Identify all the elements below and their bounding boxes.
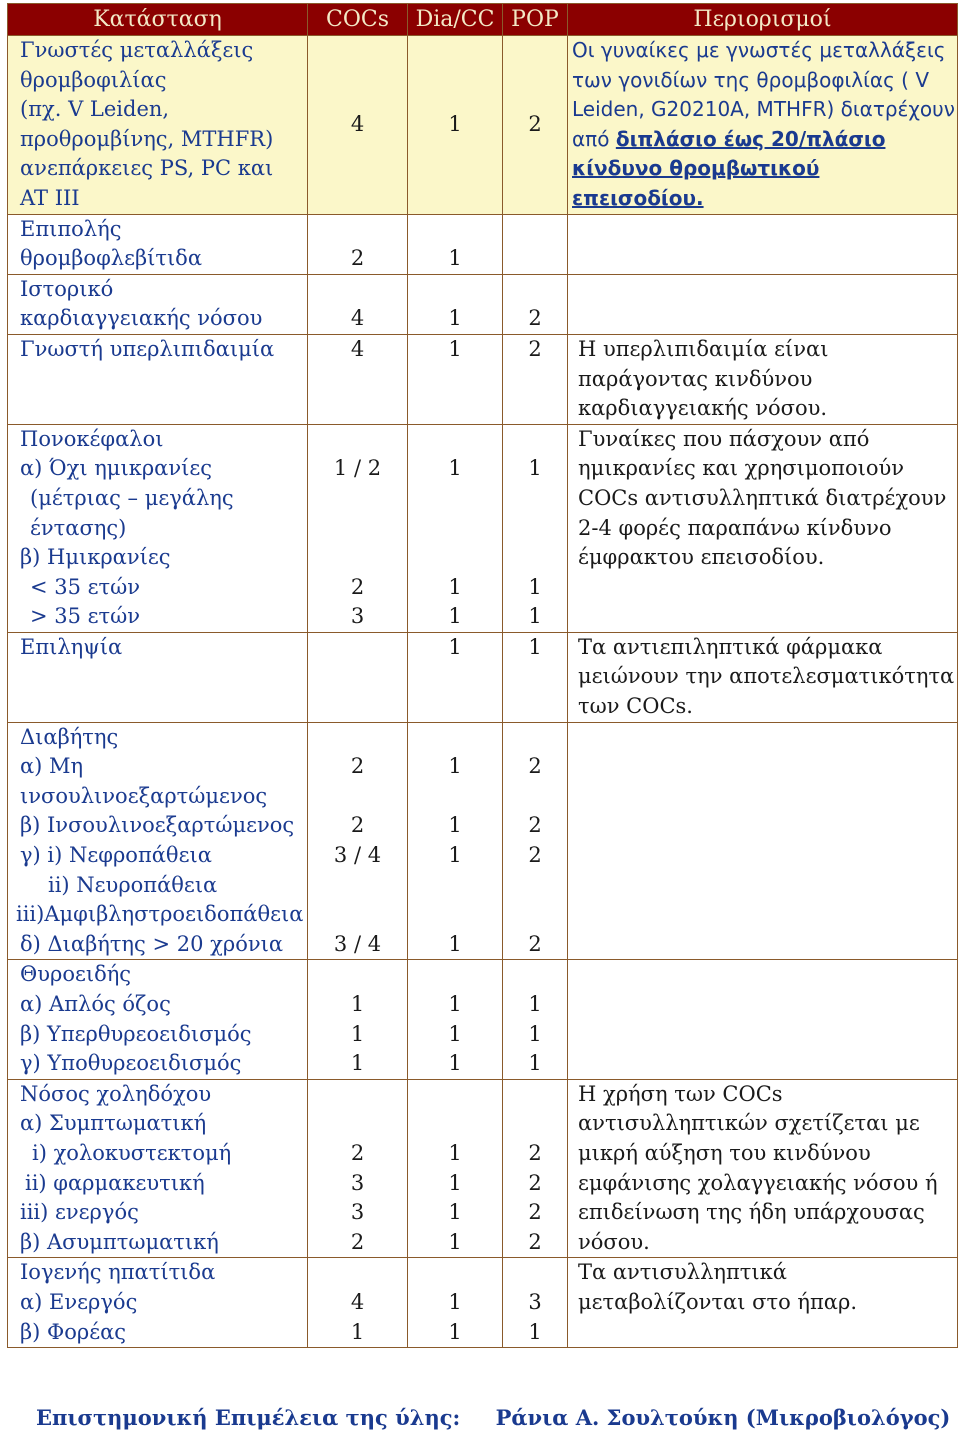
row-label — [8, 960, 308, 1079]
dia-value: 1 — [448, 843, 462, 868]
row-label-title: Πονοκέφαλοι — [20, 426, 164, 451]
dia-value: 1 — [448, 992, 462, 1016]
table-row-headache — [8, 424, 958, 632]
row-label-line: θρομβοφιλίας — [20, 67, 167, 92]
row-label-line: ανεπάρκειες PS, PC και — [20, 156, 274, 181]
restriction-note: Γυναίκες που πάσχουν από ημικρανίες και χρησιμοποιούν COCs αντισυλληπτικά διατρέχουν 2-4 φορές παραπάνω κίνδυνο έμφρακτου επεισοδίου. — [568, 424, 958, 632]
restriction-note: Η υπερλιπιδαιμία είναι παράγοντας κινδύνου καρδιαγγειακής νόσου. — [568, 334, 958, 424]
table-row-hepatitis — [8, 1258, 958, 1348]
pop-value: 1 — [528, 574, 542, 599]
pop-value: 2 — [528, 931, 542, 956]
pop-value: 1 — [528, 1021, 542, 1046]
pop-values — [503, 960, 568, 1079]
dia-value: 1 — [448, 1229, 462, 1254]
row-label — [8, 722, 308, 960]
row-label-line: ii) Νευροπάθεια — [48, 872, 218, 897]
restriction-note — [568, 36, 958, 215]
table-row-diabetes — [8, 722, 958, 960]
restriction-note: Τα αντιεπιληπτικά φάρμακα μειώνουν την αποτελεσματικότητα των COCs. — [568, 632, 958, 722]
pop-value: 1 — [528, 992, 542, 1016]
dia-value: 1 — [448, 754, 462, 779]
cocs-value: 1 — [350, 1051, 365, 1076]
restriction-note — [568, 274, 958, 334]
row-label — [8, 334, 308, 424]
restriction-note — [568, 214, 958, 274]
row-label-title: Διαβήτης — [20, 724, 119, 749]
pop-value: 2 — [528, 813, 542, 838]
cocs-values — [308, 722, 408, 960]
row-label-line: α) Απλός όζος — [20, 992, 171, 1016]
dia-value: 1 — [408, 632, 503, 722]
pop-values — [503, 722, 568, 960]
dia-value: 1 — [408, 334, 503, 424]
row-label-line: < 35 ετών — [30, 574, 141, 599]
dia-value: 1 — [448, 1319, 462, 1344]
footer-credit — [36, 1405, 950, 1430]
restriction-note: Τα αντισυλληπτικά μεταβολίζονται στο ήπαρ. — [568, 1258, 958, 1348]
dia-value: 1 — [408, 214, 503, 274]
row-label — [8, 632, 308, 722]
row-label-line: α) Μη — [20, 754, 84, 779]
row-label-line: ινσουλινοεξαρτώμενος — [20, 783, 268, 808]
pop-value: 2 — [528, 1229, 542, 1254]
cocs-values — [308, 1258, 408, 1348]
row-label-line: AT III — [20, 185, 80, 210]
table-row-cardio-history — [8, 274, 958, 334]
pop-value: 1 — [528, 456, 542, 481]
cocs-value: 2 — [350, 1229, 365, 1254]
dia-value: 1 — [448, 456, 462, 481]
dia-value: 1 — [448, 931, 462, 956]
dia-value: 1 — [448, 1170, 462, 1195]
dia-value: 1 — [448, 813, 462, 838]
row-label-line: Επιληψία — [20, 634, 123, 659]
row-label-line: Γνωστή υπερλιπιδαιμία — [20, 336, 275, 361]
table-row-thyroid — [8, 960, 958, 1079]
dia-value: 1 — [448, 1200, 462, 1225]
row-label-line: iii) ενεργός — [20, 1200, 139, 1225]
cocs-value: 2 — [350, 813, 365, 838]
contraception-table — [7, 3, 958, 1348]
cocs-value: 4 — [308, 334, 408, 424]
table-row-epilepsy — [8, 632, 958, 722]
table-row-thrombophilia — [8, 36, 958, 215]
row-label-line: έντασης) — [30, 515, 127, 540]
row-label-line: α) Συμπτωματική — [20, 1111, 207, 1136]
table-row-gallbladder — [8, 1079, 958, 1258]
restriction-note — [568, 722, 958, 960]
header-pop: POP — [503, 4, 568, 36]
cocs-value: 4 — [308, 36, 408, 215]
note-text: Οι γυναίκες με γνωστές μεταλλάξεις των γονιδίων της θρομβοφιλίας ( V Leiden, G20210A, MTHFR) διατρέχουν από — [572, 38, 955, 151]
table-header-row — [8, 4, 958, 36]
row-label-title: Ιογενής ηπατίτιδα — [20, 1260, 216, 1285]
pop-value: 1 — [528, 1319, 542, 1344]
row-label-line: (πχ. V Leiden, — [20, 97, 170, 122]
row-label — [8, 1079, 308, 1258]
dia-values — [408, 960, 503, 1079]
dia-values — [408, 722, 503, 960]
dia-value: 1 — [448, 604, 462, 629]
row-label-line: γ) i) Νεφροπάθεια — [20, 843, 212, 868]
dia-value: 1 — [448, 1140, 462, 1165]
row-label-line: β) Ασυμπτωματική — [20, 1229, 219, 1254]
row-label — [8, 424, 308, 632]
footer-label: Επιστημονική Επιμέλεια της ύλης: — [36, 1405, 461, 1430]
dia-value: 1 — [448, 1289, 462, 1314]
cocs-values — [308, 424, 408, 632]
dia-value: 1 — [448, 1051, 462, 1076]
table-row-hyperlipidemia — [8, 334, 958, 424]
header-status: Κατάσταση — [8, 4, 308, 36]
row-label-line: β) Υπερθυρεοειδισμός — [20, 1021, 252, 1046]
cocs-value: 2 — [350, 1140, 365, 1165]
cocs-value: 2 — [308, 214, 408, 274]
dia-value: 1 — [448, 574, 462, 599]
restriction-note: Η χρήση των COCs αντισυλληπτικών σχετίζεται με μικρή αύξηση του κινδύνου εμφάνισης χολαγγειακής νόσου ή επιδείνωση της ήδη υπάρχουσας νόσου. — [568, 1079, 958, 1258]
row-label-line: iii)Αμφιβληστροειδοπάθεια — [16, 902, 304, 927]
row-label — [8, 36, 308, 215]
row-label-line: α) Όχι ημικρανίες — [20, 456, 212, 481]
cocs-values — [308, 960, 408, 1079]
row-label-title: Νόσος χοληδόχου — [20, 1081, 212, 1106]
cocs-value: 3 / 4 — [333, 843, 382, 868]
pop-value: 2 — [528, 754, 542, 779]
row-label-line: i) χολοκυστεκτομή — [32, 1140, 232, 1165]
cocs-value: 4 — [350, 1289, 365, 1314]
footer-author: Ράνια Α. Σουλτούκη (Μικροβιολόγος) — [495, 1405, 951, 1430]
pop-value: 2 — [503, 36, 568, 215]
row-label-line: δ) Διαβήτης > 20 χρόνια — [20, 931, 284, 956]
header-restrictions: Περιορισμοί — [568, 4, 958, 36]
dia-value: 1 — [448, 1021, 462, 1046]
pop-value: 1 — [528, 1051, 542, 1076]
cocs-value: 3 — [350, 1200, 365, 1225]
row-label-line: Ιστορικό — [20, 276, 114, 301]
pop-values — [503, 424, 568, 632]
note-emphasis: διπλάσιο έως 20/πλάσιο κίνδυνο θρομβωτικού επεισοδίου. — [572, 126, 886, 210]
row-label-line: Επιπολής — [20, 216, 122, 241]
header-cocs: COCs — [308, 4, 408, 36]
row-label-title: Θυροειδής — [20, 962, 132, 987]
cocs-value: 3 — [350, 604, 365, 629]
cocs-value: 4 — [308, 274, 408, 334]
cocs-value: 1 — [350, 992, 365, 1016]
dia-values — [408, 1079, 503, 1258]
pop-values — [503, 1258, 568, 1348]
row-label-line: (μέτριας – μεγάλης — [30, 485, 234, 510]
pop-value: 2 — [528, 1140, 542, 1165]
row-label-line: β) Ινσουλινοεξαρτώμενος — [20, 813, 295, 838]
row-label — [8, 1258, 308, 1348]
cocs-value: 1 — [350, 1319, 365, 1344]
row-label-line: α) Ενεργός — [20, 1289, 138, 1314]
pop-values — [503, 1079, 568, 1258]
row-label-line: β) Ημικρανίες — [20, 545, 171, 570]
pop-value — [503, 214, 568, 274]
cocs-values — [308, 1079, 408, 1258]
cocs-value: 3 — [350, 1170, 365, 1195]
row-label — [8, 274, 308, 334]
header-dia-cc: Dia/CC — [408, 4, 503, 36]
pop-value: 3 — [528, 1289, 542, 1314]
table-row-thrombophlebitis — [8, 214, 958, 274]
row-label-line: καρδιαγγειακής νόσου — [20, 306, 263, 331]
pop-value: 1 — [528, 604, 542, 629]
pop-value: 2 — [528, 843, 542, 868]
pop-value: 2 — [528, 1200, 542, 1225]
row-label-line: β) Φορέας — [20, 1319, 127, 1344]
pop-value: 1 — [503, 632, 568, 722]
row-label-line: ii) φαρμακευτική — [25, 1170, 205, 1195]
cocs-value — [308, 632, 408, 722]
row-label-line: γ) Υποθυρεοειδισμός — [20, 1051, 242, 1076]
cocs-value: 2 — [350, 574, 365, 599]
row-label-line: > 35 ετών — [30, 604, 141, 629]
dia-value: 1 — [408, 36, 503, 215]
dia-values — [408, 424, 503, 632]
cocs-value: 2 — [350, 754, 365, 779]
row-label-line: Γνωστές μεταλλάξεις — [20, 38, 254, 62]
restriction-note — [568, 960, 958, 1079]
row-label-line: προθρομβίνης, MTHFR) — [20, 126, 274, 151]
cocs-value: 3 / 4 — [333, 931, 382, 956]
row-label — [8, 214, 308, 274]
cocs-value: 1 / 2 — [333, 456, 382, 481]
pop-value: 2 — [528, 1170, 542, 1195]
dia-value: 1 — [408, 274, 503, 334]
pop-value: 2 — [503, 334, 568, 424]
dia-values — [408, 1258, 503, 1348]
pop-value: 2 — [503, 274, 568, 334]
cocs-value: 1 — [350, 1021, 365, 1046]
row-label-line: θρομβοφλεβίτιδα — [20, 246, 203, 271]
